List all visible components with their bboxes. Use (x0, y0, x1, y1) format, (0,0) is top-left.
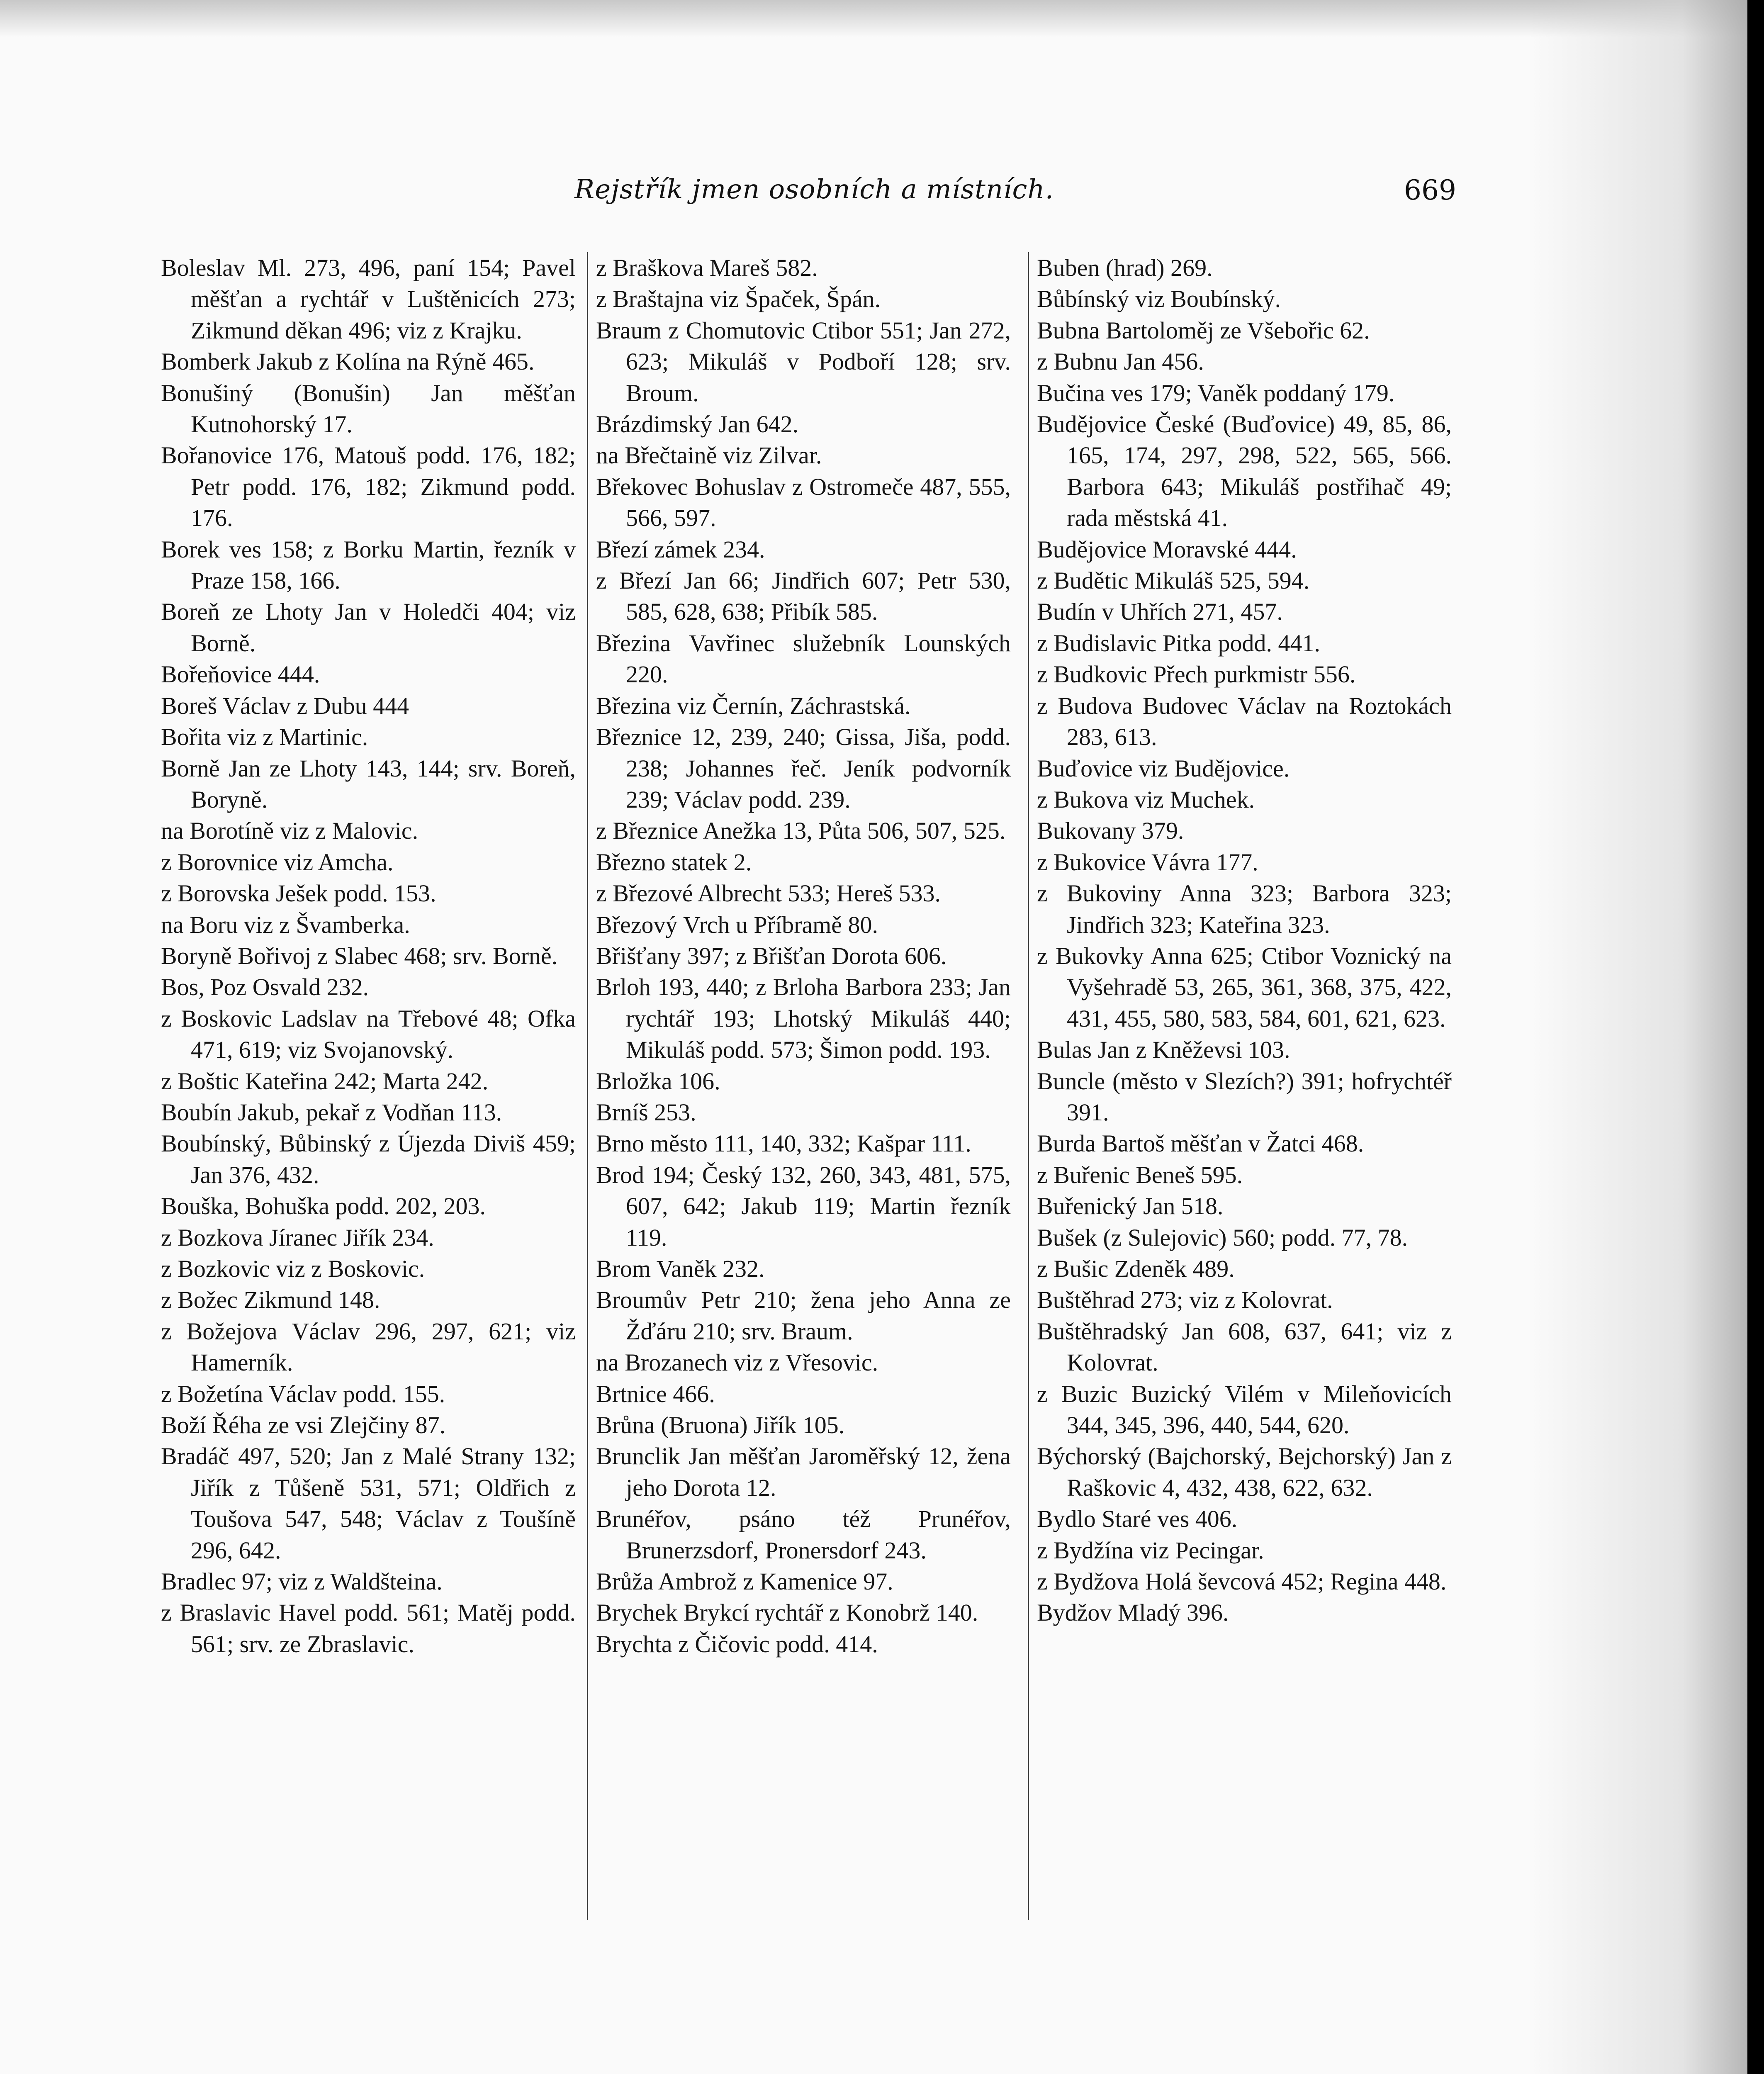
index-entry: Bukovany 379. (1037, 817, 1184, 845)
index-entry: Buštěhrad 273; viz z Kolovrat. (1037, 1286, 1333, 1314)
index-entry: Buřenický Jan 518. (1037, 1193, 1224, 1220)
index-entry: Březina Vavřinec služebník Lounských 220. (596, 629, 1011, 688)
index-entry: z Březnice Anežka 13, Půta 506, 507, 525. (596, 817, 1006, 845)
index-entry: Březový Vrch u Příbramě 80. (596, 911, 878, 938)
index-entry: Borně Jan ze Lhoty 143, 144; srv. Boreň, Boryně. (161, 755, 576, 813)
index-entry: Bonušiný (Bonušin) Jan měšťan Kutnohorský 17. (161, 379, 576, 438)
index-entry: Brno město 111, 140, 332; Kašpar 111. (596, 1130, 971, 1157)
index-entry: Bydžov Mladý 396. (1037, 1599, 1229, 1626)
index-entry: Budějovice České (Buďovice) 49, 85, 86, 165, 174, 297, 298, 522, 565, 566. Barbora 643; Mikuláš postřihač 49; rada městská 41. (1037, 411, 1452, 532)
index-entry: Brůža Ambrož z Kamenice 97. (596, 1568, 893, 1595)
index-entry: Buben (hrad) 269. (1037, 254, 1213, 281)
index-entry: z Bukova viz Muchek. (1037, 786, 1255, 813)
index-entry: Budín v Uhřích 271, 457. (1037, 598, 1283, 626)
index-entry: Bulas Jan z Kněževsi 103. (1037, 1036, 1290, 1064)
index-entry: Boreň ze Lhoty Jan v Holedči 404; viz Borně. (161, 598, 576, 657)
column-divider (1028, 252, 1029, 1920)
index-entry: Bučina ves 179; Vaněk poddaný 179. (1037, 379, 1395, 407)
index-entry: Bořanovice 176, Matouš podd. 176, 182; Petr podd. 176, 182; Zikmund podd. 176. (161, 442, 576, 532)
index-entry: Březnice 12, 239, 240; Gissa, Jiša, podd. 238; Johannes řeč. Jeník podvorník 239; Václav podd. 239. (596, 723, 1011, 813)
running-head: Rejstřík jmen osobních a místních. (574, 174, 1054, 205)
index-entry: Brunéřov, psáno též Prunéřov, Brunerzsdorf, Pronersdorf 243. (596, 1505, 1011, 1564)
index-column-1 (161, 252, 576, 1660)
index-entry: Brloh 193, 440; z Brloha Barbora 233; Jan rychtář 193; Lhotský Mikuláš 440; Mikuláš podd. 573; Šimon podd. 193. (596, 974, 1011, 1064)
index-entry: Bořeňovice 444. (161, 661, 320, 688)
index-entry: Buďovice viz Budějovice. (1037, 755, 1290, 782)
index-entry: z Božejova Václav 296, 297, 621; viz Hamerník. (161, 1317, 576, 1376)
index-entry: Brunclik Jan měšťan Jaroměřský 12, žena jeho Dorota 12. (596, 1443, 1011, 1501)
index-entry: na Borotíně viz z Malovic. (161, 817, 418, 845)
index-entry: Březno statek 2. (596, 848, 752, 876)
index-entry: Budějovice Moravské 444. (1037, 536, 1297, 563)
index-entry: z Budova Budovec Václav na Roztokách 283, 613. (1037, 692, 1452, 751)
index-entry: z Božetína Václav podd. 155. (161, 1380, 445, 1407)
index-entry: Broumův Petr 210; žena jeho Anna ze Žďáru 210; srv. Braum. (596, 1286, 1011, 1345)
index-entry: Břekovec Bohuslav z Ostromeče 487, 555, 566, 597. (596, 473, 1011, 532)
index-entry: Brložka 106. (596, 1067, 720, 1095)
index-entry: z Borovska Ješek podd. 153. (161, 880, 436, 907)
index-entry: z Boštic Kateřina 242; Marta 242. (161, 1067, 489, 1095)
index-entry: Bůbínský viz Boubínský. (1037, 285, 1281, 313)
index-entry: z Bydžína viz Pecingar. (1037, 1536, 1264, 1564)
index-entry: z Borovnice viz Amcha. (161, 848, 394, 876)
index-entry: Březí zámek 234. (596, 536, 765, 563)
index-entry: Brázdimský Jan 642. (596, 411, 799, 438)
index-entry: z Braslavic Havel podd. 561; Matěj podd. 561; srv. ze Zbraslavic. (161, 1599, 576, 1658)
index-entry: Boubínský, Bůbinský z Újezda Diviš 459; Jan 376, 432. (161, 1130, 576, 1188)
index-entry: na Boru viz z Švamberka. (161, 911, 410, 938)
page-number: 669 (1404, 174, 1456, 206)
index-entry: na Brozanech viz z Vřesovic. (596, 1349, 878, 1376)
index-entry: Buštěhradský Jan 608, 637, 641; viz z Kolovrat. (1037, 1317, 1452, 1376)
index-entry: Bořita viz z Martinic. (161, 723, 368, 751)
index-entry: z Božec Zikmund 148. (161, 1286, 380, 1314)
index-entry: z Bukovky Anna 625; Ctibor Voznický na Vyšehradě 53, 265, 361, 368, 375, 422, 431, 455, 580, 583, 584, 601, 621, 623. (1037, 942, 1452, 1032)
index-entry: z Bydžova Holá ševcová 452; Regina 448. (1037, 1568, 1447, 1595)
index-entry: Bubna Bartoloměj ze Všebořic 62. (1037, 316, 1370, 344)
index-entry: Brtnice 466. (596, 1380, 715, 1407)
scan-shadow-top (0, 0, 1747, 37)
index-entry: z Budětic Mikuláš 525, 594. (1037, 567, 1310, 594)
column-divider (587, 252, 588, 1920)
index-entry: Brom Vaněk 232. (596, 1255, 765, 1282)
index-entry: z Bukoviny Anna 323; Barbora 323; Jindřich 323; Kateřina 323. (1037, 880, 1452, 938)
index-entry: z Bubnu Jan 456. (1037, 348, 1204, 375)
index-entry: Brůna (Bruona) Jiřík 105. (596, 1412, 845, 1439)
index-entry: Burda Bartoš měšťan v Žatci 468. (1037, 1130, 1364, 1157)
index-entry: z Bozkova Jíranec Jiřík 234. (161, 1224, 434, 1251)
index-entry: Borek ves 158; z Borku Martin, řezník v Praze 158, 166. (161, 536, 576, 594)
index-entry: z Bozkovic viz z Boskovic. (161, 1255, 425, 1282)
index-entry: z Budkovic Přech purkmistr 556. (1037, 661, 1356, 688)
index-entry: Bradlec 97; viz z Waldšteina. (161, 1568, 443, 1595)
index-entry: na Břečtaině viz Zilvar. (596, 442, 822, 469)
index-entry: Boreš Václav z Dubu 444 (161, 692, 409, 719)
index-column-3 (1037, 252, 1452, 1629)
index-entry: Brníš 253. (596, 1098, 696, 1126)
index-entry: Braum z Chomutovic Ctibor 551; Jan 272, 623; Mikuláš v Podboří 128; srv. Broum. (596, 316, 1011, 407)
index-entry: Býchorský (Bajchorský, Bejchorský) Jan z Raškovic 4, 432, 438, 622, 632. (1037, 1443, 1452, 1501)
index-entry: Bradáč 497, 520; Jan z Malé Strany 132; Jiřík z Tůšeně 531, 571; Oldřich z Toušova 547, 548; Václav z Toušíně 296, 642. (161, 1443, 576, 1564)
index-entry: Bydlo Staré ves 406. (1037, 1505, 1238, 1533)
index-entry: Bos, Poz Osvald 232. (161, 974, 369, 1001)
index-entry: Buncle (město v Slezích?) 391; hofrychtéř 391. (1037, 1067, 1452, 1126)
index-entry: Březina viz Černín, Záchrastská. (596, 692, 911, 719)
index-entry: z Boskovic Ladslav na Třebové 48; Ofka 471, 619; viz Svojanovský. (161, 1005, 576, 1064)
index-entry: z Bukovice Vávra 177. (1037, 848, 1258, 876)
index-entry: Bušek (z Sulejovic) 560; podd. 77, 78. (1037, 1224, 1408, 1251)
index-entry: Brychek Brykcí rychtář z Konobrž 140. (596, 1599, 978, 1626)
index-entry: Boleslav Ml. 273, 496, paní 154; Pavel měšťan a rychtář v Luštěnicích 273; Zikmund děkan 496; viz z Krajku. (161, 254, 576, 344)
index-entry: z Buřenic Beneš 595. (1037, 1161, 1243, 1188)
index-entry: z Braštajna viz Špaček, Špán. (596, 285, 881, 313)
index-entry: Boží Řéha ze vsi Zlejčiny 87. (161, 1412, 446, 1439)
scan-shadow-right (1530, 0, 1747, 2074)
index-entry: Brychta z Čičovic podd. 414. (596, 1630, 878, 1658)
index-entry: Bomberk Jakub z Kolína na Rýně 465. (161, 348, 535, 375)
index-entry: Boubín Jakub, pekař z Vodňan 113. (161, 1098, 502, 1126)
index-entry: Břišťany 397; z Břišťan Dorota 606. (596, 942, 947, 969)
index-entry: z Březí Jan 66; Jindřich 607; Petr 530, 585, 628, 638; Přibík 585. (596, 567, 1011, 626)
index-entry: Boryně Bořivoj z Slabec 468; srv. Borně. (161, 942, 558, 969)
index-column-2 (596, 252, 1011, 1660)
index-entry: z Braškova Mareš 582. (596, 254, 818, 281)
index-entry: z Březové Albrecht 533; Hereš 533. (596, 880, 941, 907)
index-entry: z Budislavic Pitka podd. 441. (1037, 629, 1321, 657)
index-entry: z Buzic Buzický Vilém v Mileňovicích 344, 345, 396, 440, 544, 620. (1037, 1380, 1452, 1439)
index-entry: Brod 194; Český 132, 260, 343, 481, 575, 607, 642; Jakub 119; Martin řezník 119. (596, 1161, 1011, 1251)
index-entry: z Bušic Zdeněk 489. (1037, 1255, 1235, 1282)
index-entry: Bouška, Bohuška podd. 202, 203. (161, 1193, 486, 1220)
